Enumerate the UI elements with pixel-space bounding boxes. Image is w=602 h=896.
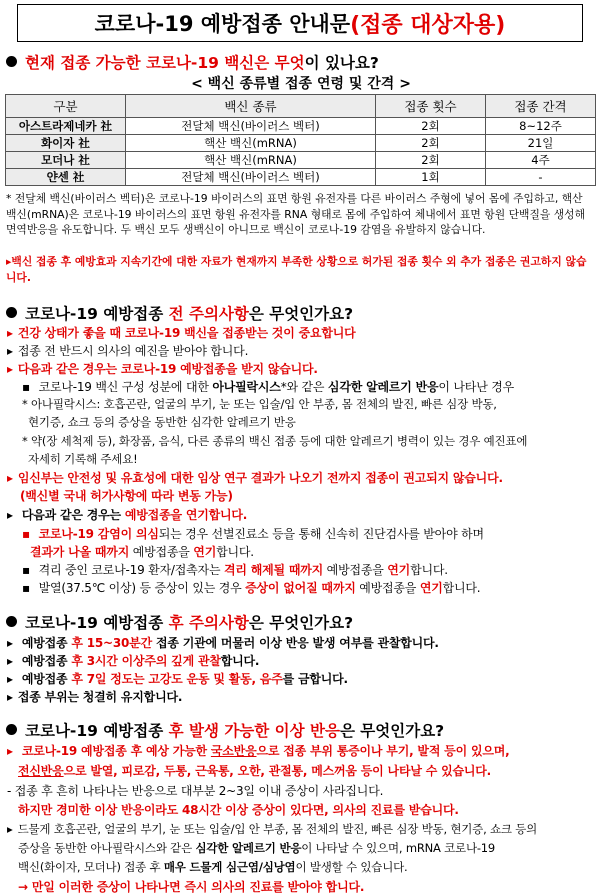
table-cell: - xyxy=(486,169,596,186)
allergy-note: 자세히 기록해 주세요! xyxy=(28,452,138,466)
vaccine-footnote: * 전달체 백신(바이러스 벡터)은 코로나-19 바이러스의 표면 항원 유전자를 다른 바이러스 주형에 넣어 몸에 주입하고, 핵산 백신(mRNA)은 코로나-19 바이러스의 표면 항원 유전자를 RNA 형태로 몸에 주입하여 체내에서 표면 항원 단백질을 생성해 면역반응을 유도합니다. 두 백신 모두 생백신이 아니므로 백신이 코로나-19 감염을 유발하지 않습니다. xyxy=(6,192,586,236)
anaphylaxis-note: 현기증, 쇼크 등의 증상을 동반한 심각한 알레르기 반응 xyxy=(28,415,296,429)
table-row xyxy=(6,118,596,135)
aftercare-line: ▸ 예방접종 후 3시간 이상주의 깊게 관찰합니다. xyxy=(7,652,597,669)
precaution-line: ▸ 접종 전 반드시 의사의 예진을 받아야 합니다. xyxy=(7,342,597,359)
title-highlight: (접종 대상자용) xyxy=(350,12,506,38)
bullet-circle-icon xyxy=(6,724,17,735)
bullet-circle-icon xyxy=(6,307,17,318)
pregnancy-note: (백신별 국내 허가사항에 따라 변동 가능) xyxy=(20,489,233,503)
postpone-line: ▪ 발열(37.5℃ 이상) 등 증상이 있는 경우 증상이 없어질 때까지 예방접종을 연기합니다. xyxy=(22,579,602,596)
table-cell: 얀센 社 xyxy=(6,169,126,186)
postpone-line: ▪ 격리 중인 코로나-19 환자/접촉자는 격리 해제될 때까지 예방접종을 연기합니다. xyxy=(22,561,602,578)
postpone-line: ▪ 코로나-19 감염이 의심되는 경우 선별진료소 등을 통해 신속히 진단검사를 받아야 하며 xyxy=(22,525,602,542)
bullet-circle-icon xyxy=(6,56,17,67)
section4-heading: 코로나-19 예방접종 후 발생 가능한 이상 반응은 무엇인가요? xyxy=(6,719,444,741)
table-cell: 핵산 백신(mRNA) xyxy=(126,135,376,152)
table-cell: 8~12주 xyxy=(486,118,596,135)
table-row xyxy=(6,169,596,186)
postpone-heading: ▸ 다음과 같은 경우는 예방접종을 연기합니다. xyxy=(7,506,597,523)
table-cell: 핵산 백신(mRNA) xyxy=(126,152,376,169)
precaution-line: ▸ 건강 상태가 좋을 때 코로나-19 백신을 접종받는 것이 중요합니다 xyxy=(7,324,597,341)
reaction-warning: → 만일 이러한 증상이 나타나면 즉시 의사의 진료를 받아야 합니다. xyxy=(18,880,365,894)
table-header: 접종 횟수 xyxy=(376,95,486,118)
reaction-line: 증상을 동반한 아나필락시스와 같은 심각한 알레르기 반응이 나타날 수 있으며, mRNA 코로나-19 xyxy=(18,841,496,855)
aftercare-line: ▸ 접종 부위는 청결히 유지합니다. xyxy=(7,688,597,705)
section1-heading: 현재 접종 가능한 코로나-19 백신은 무엇이 있나요? xyxy=(6,51,379,73)
table-header: 백신 종류 xyxy=(126,95,376,118)
section3-heading: 코로나-19 예방접종 후 주의사항은 무엇인가요? xyxy=(6,611,353,633)
table-cell: 1회 xyxy=(376,169,486,186)
table-row xyxy=(6,135,596,152)
section2-heading: 코로나-19 예방접종 전 주의사항은 무엇인가요? xyxy=(6,302,353,324)
postpone-line: 결과가 나올 때까지 예방접종을 연기합니다. xyxy=(30,545,254,559)
table-cell: 2회 xyxy=(376,135,486,152)
vaccine-table-subtitle: < 백신 종류별 접종 연령 및 간격 > xyxy=(191,76,411,92)
table-cell: 모더나 社 xyxy=(6,152,126,169)
bullet-circle-icon xyxy=(6,616,17,627)
reaction-line: ▸ 드물게 호흡곤란, 얼굴의 부기, 눈 또는 입술/입 안 부종, 몸 전체의 발진, 빠른 심장 박동, 현기증, 쇼크 등의 xyxy=(7,821,597,837)
table-cell: 2회 xyxy=(376,152,486,169)
vaccine-table xyxy=(5,94,596,186)
booster-notice: ▸백신 접종 후 예방효과 지속기간에 대한 자료가 현재까지 부족한 상황으로 허가된 접종 횟수 외 추가 접종은 권고하지 않습니다. xyxy=(6,255,587,284)
table-cell: 전달체 백신(바이러스 벡터) xyxy=(126,169,376,186)
table-cell: 전달체 백신(바이러스 벡터) xyxy=(126,118,376,135)
reaction-line: 백신(화이자, 모더나) 접종 후 매우 드물게 심근염/심낭염이 발생할 수 있습니다. xyxy=(18,860,408,874)
reaction-line: - 접종 후 흔히 나타나는 반응으로 대부분 2~3일 이내 증상이 사라집니다. xyxy=(7,784,384,798)
precaution-line: ▸ 다음과 같은 경우는 코로나-19 예방접종을 받지 않습니다. xyxy=(7,360,597,377)
page-title: 코로나-19 예방접종 안내문 (접종 대상자용) xyxy=(17,4,583,42)
precaution-line: ▪ 코로나-19 백신 구성 성분에 대한 아나필락시스*와 같은 심각한 알레르기 반응이 나타난 경우 xyxy=(22,378,602,395)
table-cell: 4주 xyxy=(486,152,596,169)
allergy-note: * 약(장 세척제 등), 화장품, 음식, 다른 종류의 백신 접종 등에 대한 알레르기 병력이 있는 경우 예진표에 xyxy=(22,434,528,448)
reaction-line: 하지만 경미한 이상 반응이라도 48시간 이상 증상이 있다면, 의사의 진료를 받습니다. xyxy=(18,803,459,817)
table-cell: 화이자 社 xyxy=(6,135,126,152)
table-header-row xyxy=(6,95,596,118)
table-cell: 2회 xyxy=(376,118,486,135)
aftercare-line: ▸ 예방접종 후 15~30분간 접종 기관에 머물러 이상 반응 발생 여부를 관찰합니다. xyxy=(7,634,597,651)
aftercare-line: ▸ 예방접종 후 7일 정도는 고강도 운동 및 활동, 음주를 금합니다. xyxy=(7,670,597,687)
table-header: 구분 xyxy=(6,95,126,118)
pregnancy-line: ▸ 임신부는 안전성 및 유효성에 대한 임상 연구 결과가 나오기 전까지 접종이 권고되지 않습니다. xyxy=(7,469,597,486)
table-row xyxy=(6,152,596,169)
anaphylaxis-note: * 아나필락시스: 호흡곤란, 얼굴의 부기, 눈 또는 입술/입 안 부종, 몸 전체의 발진, 빠른 심장 박동, xyxy=(22,397,497,411)
table-cell: 아스트라제네카 社 xyxy=(6,118,126,135)
reaction-line: 전신반응으로 발열, 피로감, 두통, 근육통, 오한, 관절통, 메스꺼움 등이 나타날 수 있습니다. xyxy=(18,764,491,778)
table-cell: 21일 xyxy=(486,135,596,152)
table-header: 접종 간격 xyxy=(486,95,596,118)
reaction-line: ▸ 코로나-19 예방접종 후 예상 가능한 국소반응으로 접종 부위 통증이나 부기, 발적 등이 있으며, xyxy=(7,742,597,759)
